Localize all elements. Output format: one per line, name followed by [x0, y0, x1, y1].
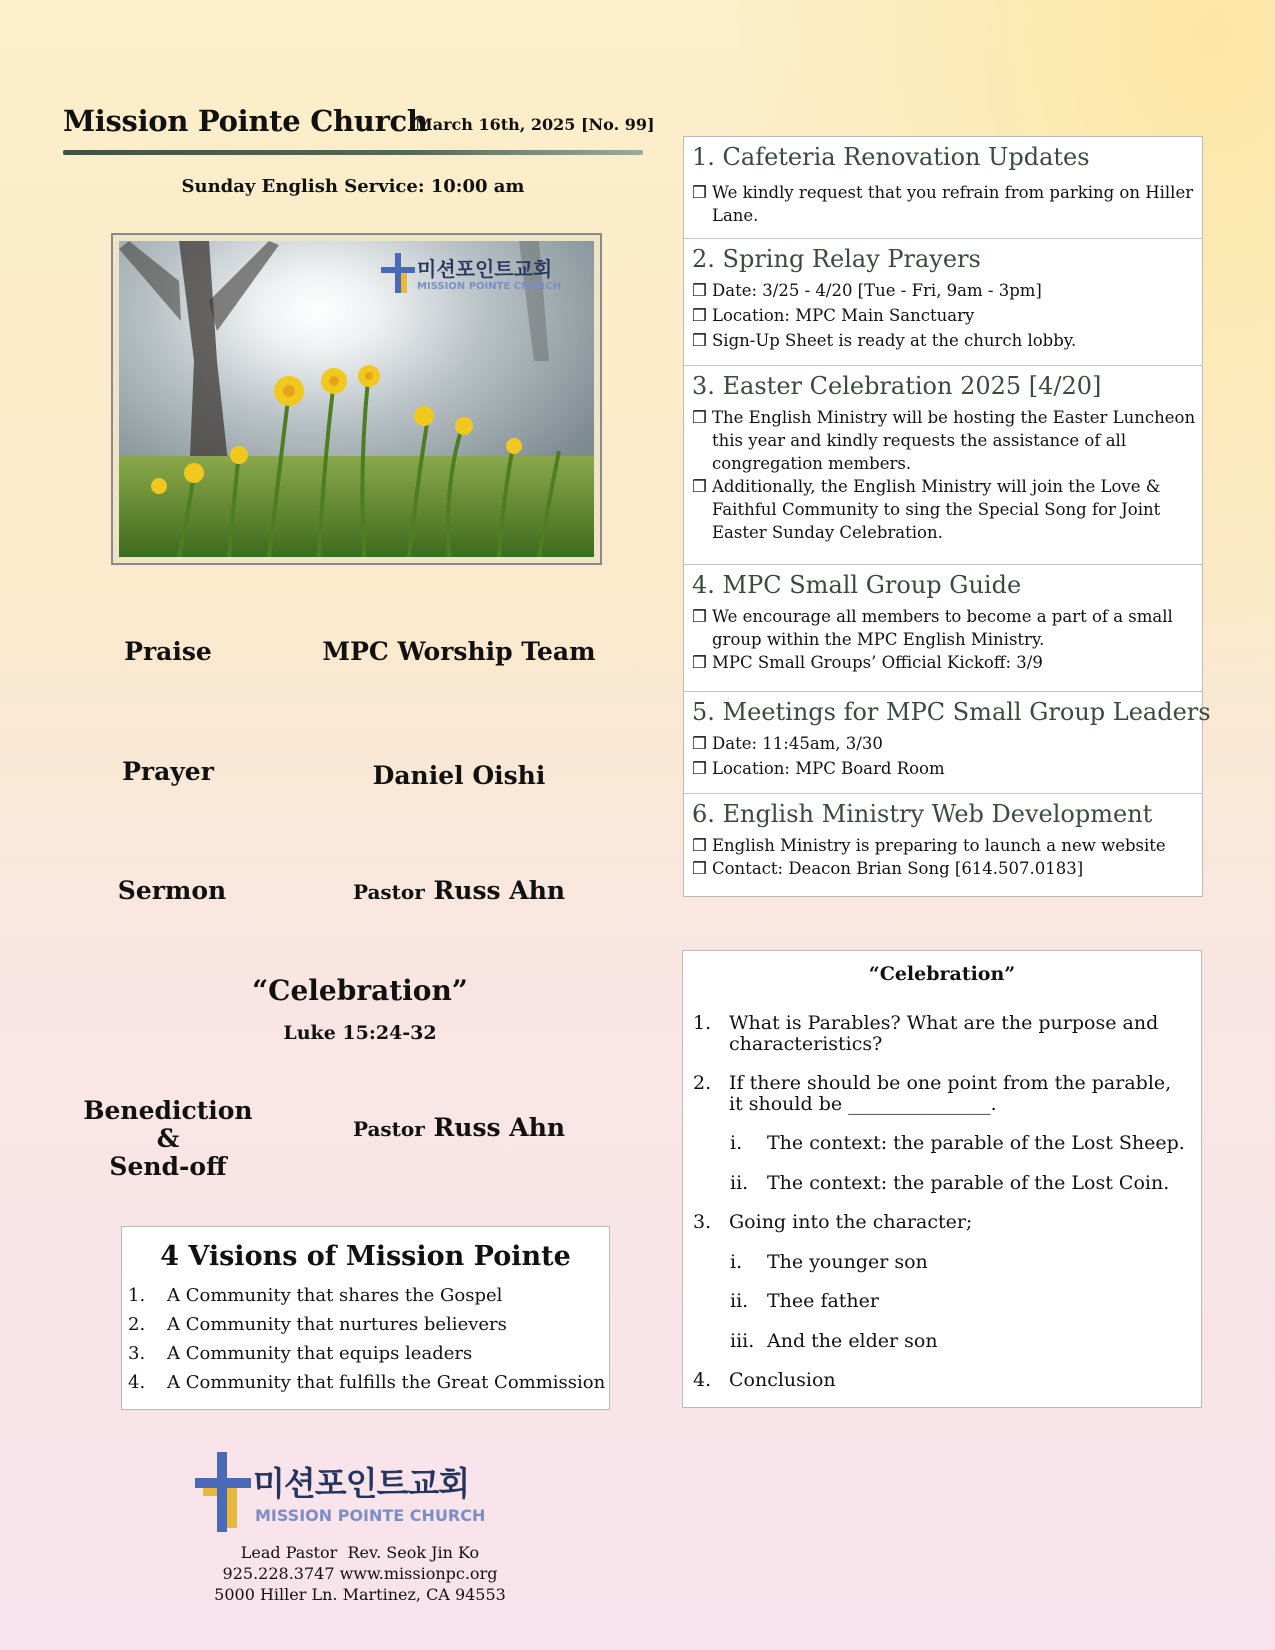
announcement-line: Location: MPC Board Room: [712, 759, 945, 778]
preacher-name: Russ Ahn: [433, 876, 566, 905]
church-contact: [165, 1542, 555, 1605]
announcement-item: [684, 565, 1202, 692]
note-item: [730, 1291, 1190, 1312]
checkbox-bullet-icon: ❒: [692, 759, 707, 778]
announcement-line: Date: 3/25 - 4/20 [Tue - Fri, 9am - 3pm]: [712, 281, 1042, 300]
announcement-line: We encourage all members to become a part of a small group within the MPC English Ministry.: [712, 607, 1173, 649]
vision-text: A Community that shares the Gospel: [167, 1285, 503, 1306]
vision-number: 1.: [128, 1285, 146, 1306]
announcement-line: The English Ministry will be hosting the Easter Luncheon this year and kindly requests the assistance of all congregation members.: [712, 408, 1196, 473]
vision-number: 3.: [128, 1343, 146, 1364]
benediction-leader: [309, 1113, 609, 1142]
vision-number: 2.: [128, 1314, 146, 1335]
note-text: The younger son: [767, 1251, 928, 1273]
spring-photo-frame: [111, 233, 602, 565]
vision-item: [128, 1343, 605, 1372]
photo-logo-watermark: [381, 251, 591, 299]
benediction-label-line2: Send-off: [109, 1152, 227, 1181]
note-number: 2.: [693, 1072, 712, 1094]
praise-leader: MPC Worship Team: [322, 637, 596, 666]
church-name: Mission Pointe Church: [63, 104, 428, 138]
note-text: If there should be one point from the parable, it should be _______________.: [729, 1072, 1172, 1115]
announcement-title: 1. Cafeteria Renovation Updates: [692, 143, 1090, 171]
note-item: [693, 1370, 1188, 1391]
cross-logo-icon: [195, 1452, 251, 1532]
announcement-item: [684, 794, 1202, 896]
announcement-title: 3. Easter Celebration 2025 [4/20]: [692, 372, 1102, 400]
checkbox-bullet-icon: ❒: [692, 607, 707, 626]
checkbox-bullet-icon: ❒: [692, 653, 707, 672]
photo-logo-korean: 미션포인트교회: [417, 257, 553, 281]
announcements-box: [683, 136, 1211, 897]
announcement-line: Sign-Up Sheet is ready at the church lobby.: [712, 331, 1077, 350]
vision-text: A Community that nurtures believers: [167, 1314, 507, 1335]
note-number: 3.: [693, 1211, 712, 1233]
logo-korean: 미션포인트교회: [253, 1464, 470, 1503]
checkbox-bullet-icon: ❒: [692, 306, 707, 325]
note-number: ii.: [730, 1290, 749, 1312]
address: 5000 Hiller Ln. Martinez, CA 94553: [214, 1585, 506, 1604]
note-text: Thee father: [767, 1290, 879, 1312]
benediction-leader-name: Russ Ahn: [433, 1113, 566, 1142]
pastor-prefix: Pastor: [352, 1117, 425, 1141]
phone-website: 925.228.3747 www.missionpc.org: [222, 1564, 498, 1583]
note-number: ii.: [730, 1172, 749, 1194]
checkbox-bullet-icon: ❒: [692, 836, 707, 855]
cross-logo-icon: [381, 251, 415, 295]
note-number: i.: [730, 1251, 743, 1273]
note-text: Going into the character;: [729, 1211, 973, 1233]
note-number: i.: [730, 1132, 743, 1154]
visions-list: [128, 1285, 605, 1401]
vision-item: [128, 1314, 605, 1343]
sermon-label: Sermon: [117, 876, 227, 905]
announcement-line: Contact: Deacon Brian Song [614.507.0183]: [712, 859, 1084, 878]
sermon-notes-title: “Celebration”: [868, 963, 1016, 985]
checkbox-bullet-icon: ❒: [692, 734, 707, 753]
note-item: [693, 1013, 1188, 1055]
sermon-preacher: [309, 876, 609, 905]
sermon-title: “Celebration”: [252, 974, 468, 1007]
announcement-title: 4. MPC Small Group Guide: [692, 571, 1022, 599]
note-item: [730, 1331, 1190, 1352]
benediction-label: [68, 1097, 268, 1181]
note-text: What is Parables? What are the purpose and characteristics?: [729, 1012, 1159, 1055]
announcement-line: English Ministry is preparing to launch a new website: [712, 836, 1166, 855]
note-item: [730, 1173, 1190, 1194]
checkbox-bullet-icon: ❒: [692, 281, 707, 300]
vision-text: A Community that fulfills the Great Commission: [167, 1372, 606, 1393]
vision-text: A Community that equips leaders: [167, 1343, 473, 1364]
benediction-label-line1: Benediction &: [83, 1096, 253, 1153]
announcement-item: [684, 366, 1202, 565]
note-text: The context: the parable of the Lost Sheep.: [767, 1132, 1185, 1154]
announcement-line: Location: MPC Main Sanctuary: [712, 306, 975, 325]
note-number: iii.: [730, 1330, 755, 1352]
note-item: [730, 1133, 1190, 1154]
vision-number: 4.: [128, 1372, 146, 1393]
note-text: And the elder son: [767, 1330, 938, 1352]
service-time: Sunday English Service: 10:00 am: [181, 176, 525, 197]
announcement-title: 6. English Ministry Web Development: [692, 800, 1153, 828]
note-text: Conclusion: [729, 1369, 836, 1391]
title-divider: [63, 150, 643, 155]
sermon-notes-box: [682, 950, 1202, 1408]
note-item: [730, 1252, 1190, 1273]
announcement-line: Date: 11:45am, 3/30: [712, 734, 883, 753]
issue-date: March 16th, 2025 [No. 99]: [415, 115, 655, 134]
vision-item: [128, 1285, 605, 1314]
daffodil-photo: [119, 241, 594, 557]
prayer-label: Prayer: [122, 757, 214, 786]
visions-title: 4 Visions of Mission Pointe: [160, 1241, 571, 1272]
pastor-prefix: Pastor: [352, 880, 425, 904]
announcement-item: [684, 137, 1202, 239]
sermon-scripture: Luke 15:24-32: [283, 1022, 437, 1044]
announcement-line: We kindly request that you refrain from parking on Hiller Lane.: [712, 183, 1194, 225]
checkbox-bullet-icon: ❒: [692, 408, 707, 427]
announcement-item: [684, 692, 1211, 794]
announcement-item: [684, 239, 1202, 366]
note-number: 1.: [693, 1012, 712, 1034]
announcement-line: MPC Small Groups’ Official Kickoff: 3/9: [712, 653, 1043, 672]
prayer-leader: Daniel Oishi: [372, 761, 546, 790]
checkbox-bullet-icon: ❒: [692, 477, 707, 496]
announcement-line: Additionally, the English Ministry will join the Love & Faithful Community to sing the Special Song for Joint Easter Sunday Celebration.: [712, 477, 1161, 542]
checkbox-bullet-icon: ❒: [692, 183, 707, 202]
checkbox-bullet-icon: ❒: [692, 331, 707, 350]
note-item: [693, 1073, 1188, 1115]
photo-logo-english: MISSION POINTE CHURCH: [417, 281, 561, 292]
church-logo: [195, 1450, 495, 1540]
announcement-title: 2. Spring Relay Prayers: [692, 245, 981, 273]
note-text: The context: the parable of the Lost Coin.: [767, 1172, 1170, 1194]
praise-label: Praise: [124, 637, 212, 666]
lead-pastor: Lead Pastor Rev. Seok Jin Ko: [240, 1543, 480, 1562]
note-number: 4.: [693, 1369, 712, 1391]
announcement-title: 5. Meetings for MPC Small Group Leaders: [692, 698, 1211, 726]
bulletin-header: [63, 104, 655, 144]
checkbox-bullet-icon: ❒: [692, 859, 707, 878]
note-item: [693, 1212, 1188, 1233]
visions-box: [121, 1226, 610, 1410]
vision-item: [128, 1372, 605, 1401]
logo-english: MISSION POINTE CHURCH: [255, 1506, 486, 1525]
